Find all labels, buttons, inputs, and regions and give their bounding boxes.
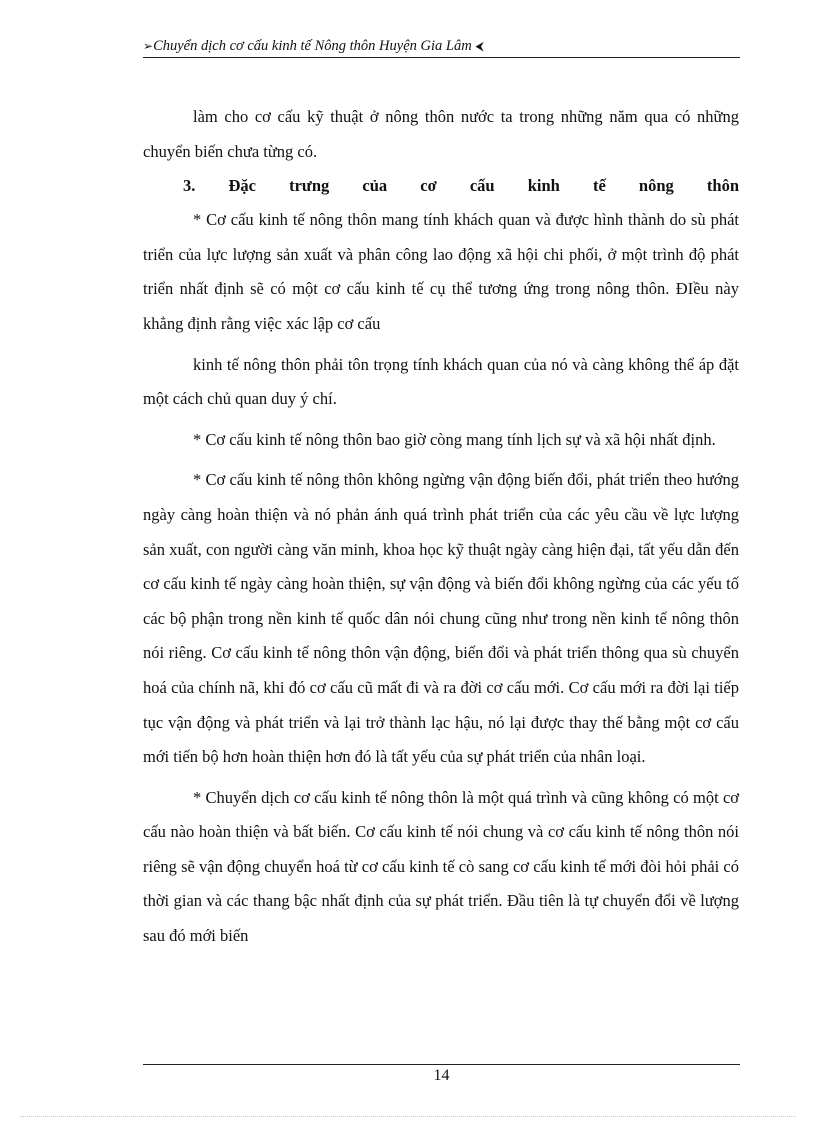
- paragraph-1: làm cho cơ cấu kỹ thuật ở nông thôn nước ta trong những năm qua có những chuyển biến chưa từng có.: [143, 107, 739, 161]
- header-divider: [143, 57, 740, 58]
- header-title: Chuyển dịch cơ cấu kinh tế Nông thôn Huyện Gia Lâm: [153, 38, 472, 54]
- page-number: 14: [433, 1067, 450, 1084]
- page-edge-border: [20, 1116, 796, 1117]
- page-body: [143, 100, 739, 954]
- section-heading: 3. Đặc trưng của cơ cấu kinh tế nông thôn: [183, 176, 739, 196]
- paragraph-6: * Chuyển dịch cơ cấu kinh tế nông thôn là một quá trình và cũng không có một cơ cấu nào hoàn thiện và bất biến. Cơ cấu kinh tế nói chung và cơ cấu kinh tế nông thôn nói riêng sẽ vận động chuyển hoá từ cơ cấu kinh tế cò sang cơ cấu kinh tế mới đòi hỏi phải có thời gian và các thang bậc nhất định của sự phát triển. Đầu tiên là tự chuyển đổi về lượng sau đó mới biến: [143, 787, 739, 946]
- arrow-right-icon: ➢: [143, 39, 154, 53]
- paragraph-3: kinh tế nông thôn phải tôn trọng tính khách quan của nó và càng không thể áp đặt một cách chủ quan duy ý chí.: [143, 354, 739, 409]
- paragraph-4: * Cơ cấu kinh tế nông thôn bao giờ còng mang tính lịch sự và xã hội nhất định.: [193, 429, 716, 449]
- paragraph-2: * Cơ cấu kinh tế nông thôn mang tính khách quan và được hình thành do sù phát triển của lực lượng sản xuất và phân công lao động xã hội chi phối, ở một trình độ phát triển nhất định sẽ có một cơ cấu kinh tế cụ thể tương ứng trong nông thôn. ĐIều này khẳng định rằng việc xác lập cơ cấu: [143, 210, 739, 333]
- paragraph-5: * Cơ cấu kinh tế nông thôn không ngừng vận động biến đổi, phát triển theo hướng ngày càng hoàn thiện và nó phản ánh quá trình phát triển của các yêu cầu về lực lượng sản xuất, con người càng văn minh, khoa học kỹ thuật ngày càng hiện đại, tất yếu dẫn đến cơ cấu kinh tế ngày càng hoàn thiện, sự vận động và biến đổi không ngừng của các yếu tố các bộ phận trong nền kinh tế quốc dân nói chung cũng như trong nền kinh tế nông thôn nói riêng. Cơ cấu kinh tế nông thôn vận động, biến đổi và phát triển thông qua sù chuyển hoá của chính nã, khi đó cơ cấu cũ mất đi và ra đời cơ cấu mới. Cơ cấu mới ra đời lại tiếp tục vận động và phát triển và lại trở thành lạc hậu, nó lại được thay thế bằng một cơ cấu mới tiến bộ hơn hoàn thiện hơn đó là tất yếu của sự phát triển của nhân loại.: [143, 470, 739, 767]
- arrow-left-icon: ⮜: [475, 39, 484, 53]
- running-header: [143, 36, 740, 56]
- footer-divider: [143, 1064, 740, 1065]
